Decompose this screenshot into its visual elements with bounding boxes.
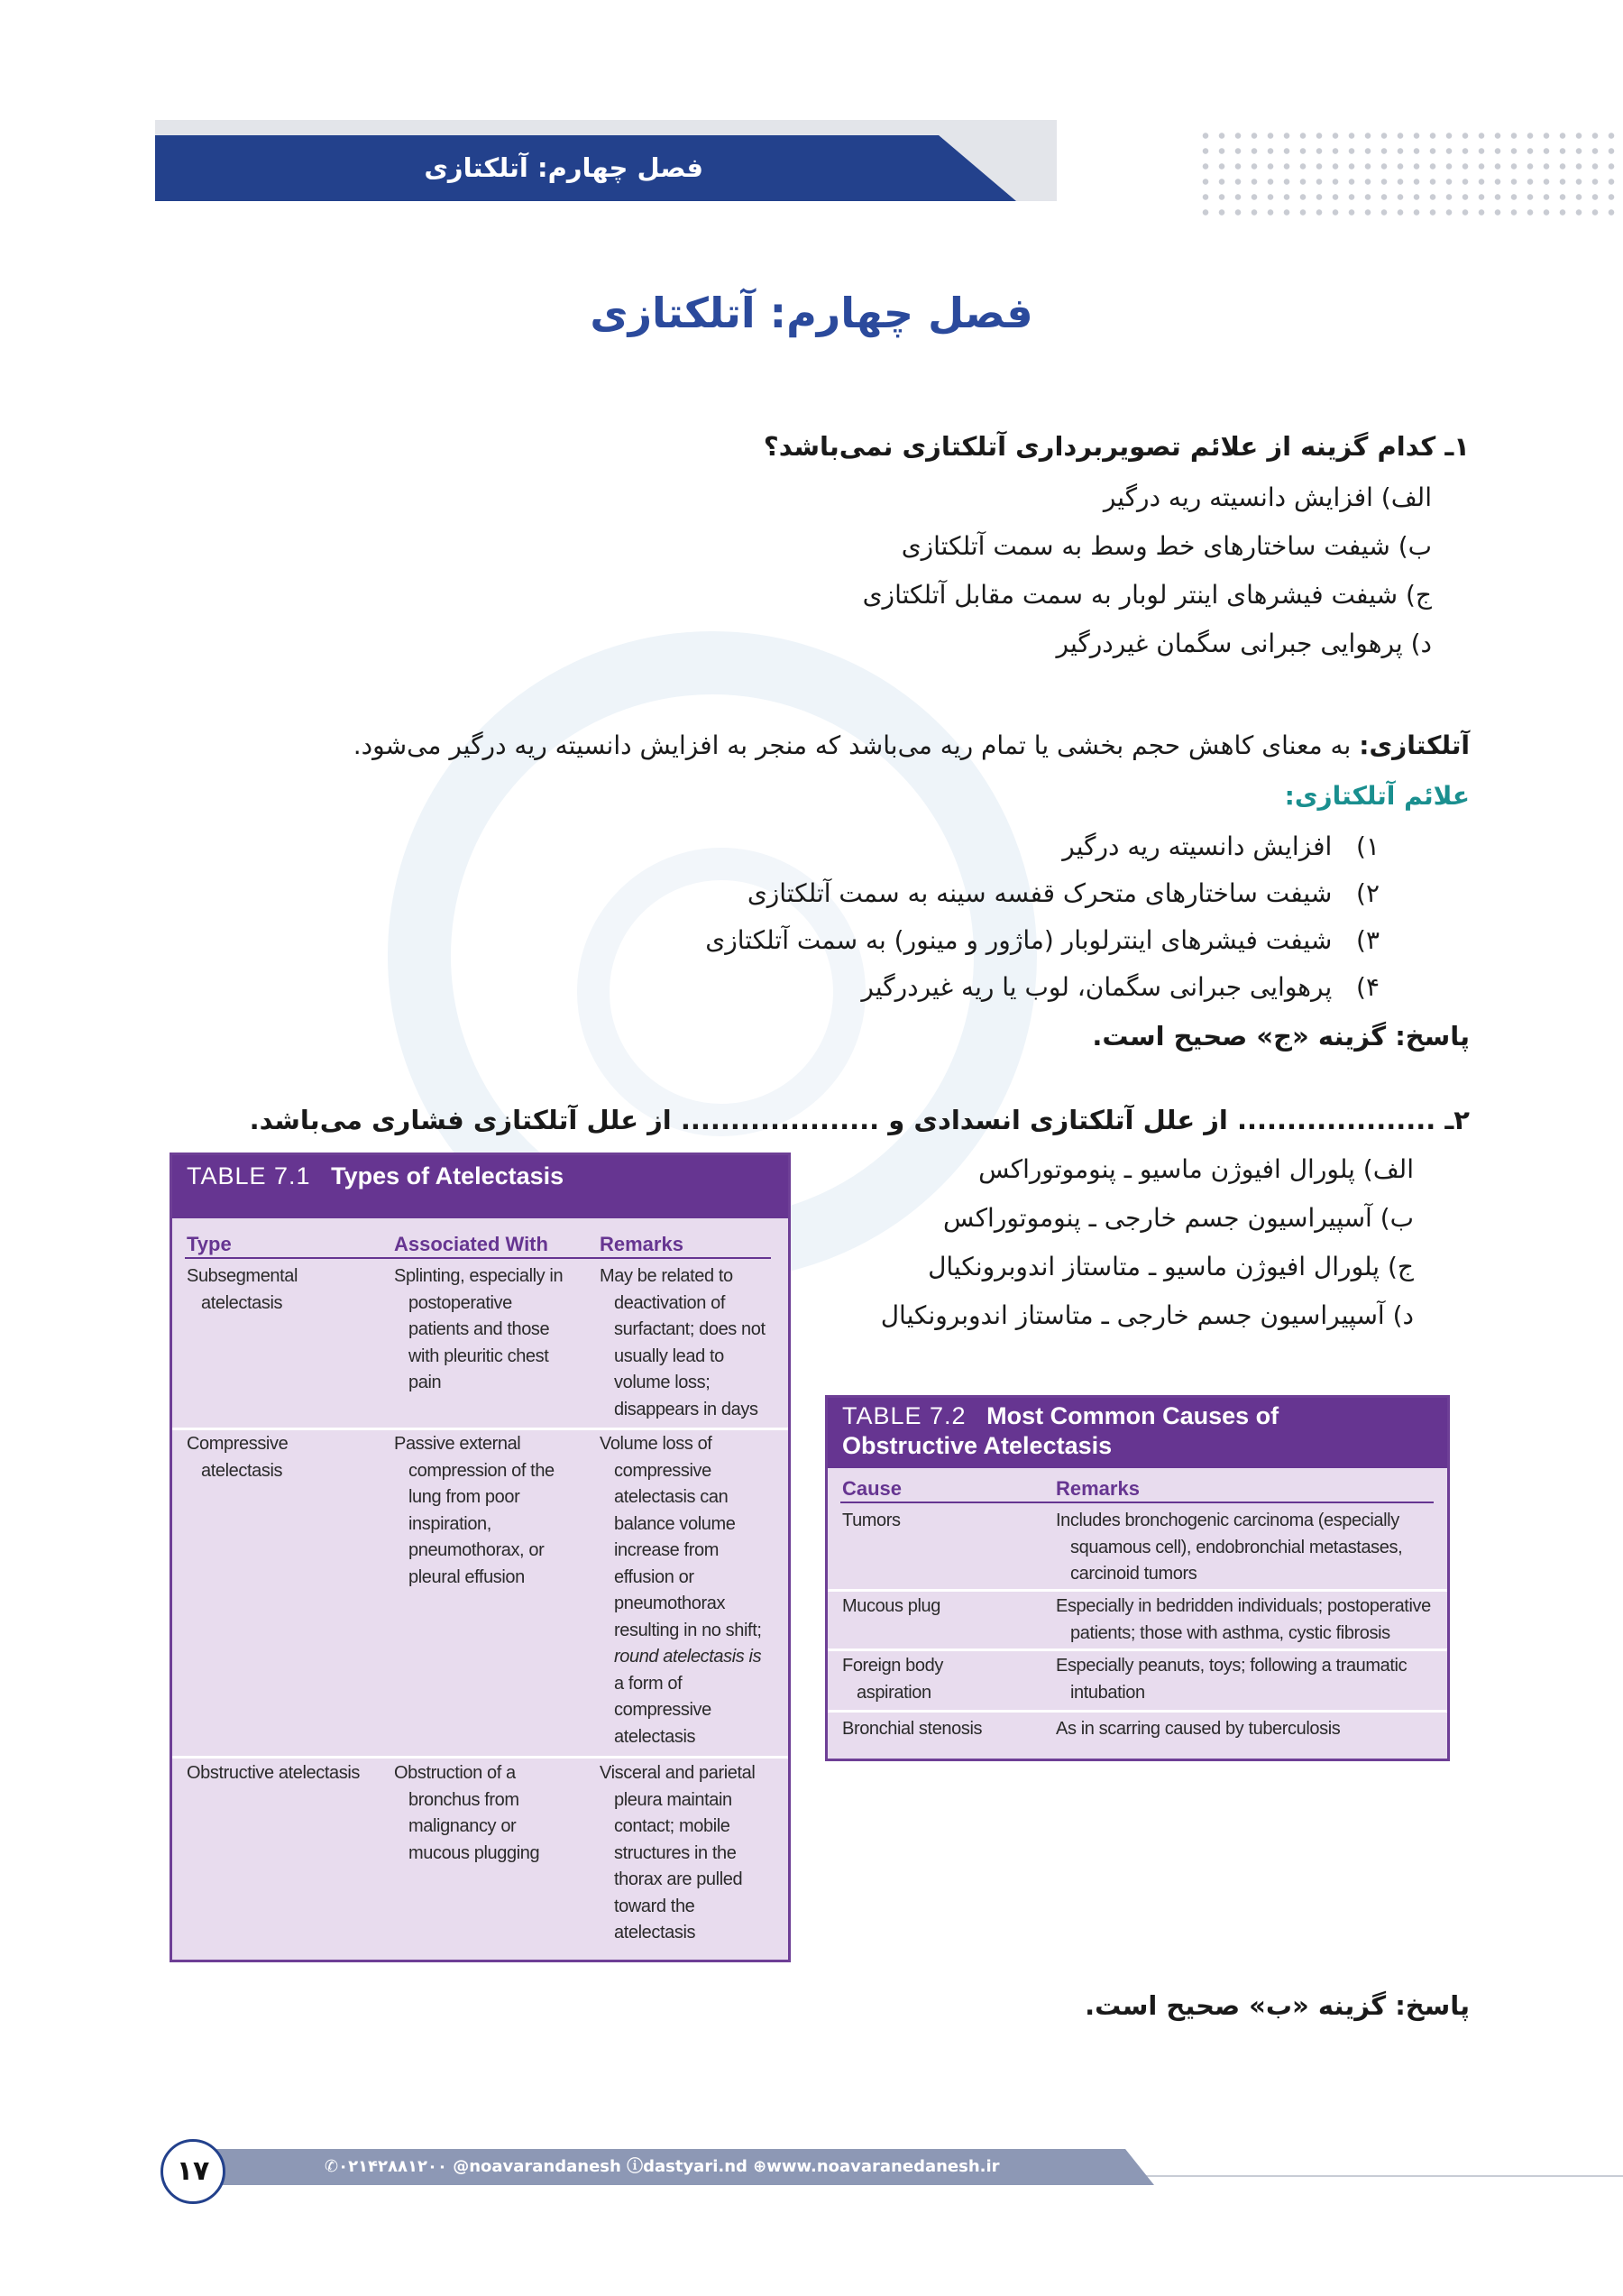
- sign-number: ۳): [1356, 925, 1380, 955]
- cell-line: structures in the: [614, 1842, 737, 1863]
- cell-line: effusion or: [614, 1566, 694, 1587]
- cell-line: Especially in bedridden individuals; postoperative: [1056, 1596, 1431, 1616]
- cell-line: lung from poor: [408, 1487, 520, 1507]
- cell-line: compressive: [614, 1460, 711, 1481]
- sign-item-1: [1062, 831, 1380, 861]
- q2-option-a: الف) پلورال افیوژن ماسیو ـ پنوموتوراکس: [978, 1154, 1414, 1184]
- cell-line: a form of: [614, 1673, 683, 1694]
- cell-line: postoperative: [408, 1292, 512, 1313]
- table-row-foreign-body-cause: [842, 1653, 1050, 1706]
- sign-text: شیفت فیشرهای اینترلوبار (ماژور و مینور) به سمت آتلکتازی: [705, 925, 1333, 955]
- table-7-1: [170, 1153, 791, 1962]
- table-row-1-remarks: [600, 1263, 780, 1423]
- cell-line: Compressive: [187, 1434, 289, 1454]
- q1-option-b: ب) شیفت ساختارهای خط وسط به سمت آتلکتازی: [901, 531, 1432, 561]
- cell-line: As in scarring caused by tuberculosis: [1056, 1719, 1341, 1739]
- sign-text: افزایش دانسیته ریه درگیر: [1062, 831, 1333, 861]
- cell-line: contact; mobile: [614, 1816, 730, 1836]
- cell-line: atelectasis: [201, 1460, 283, 1481]
- cell-line: Passive external: [394, 1434, 521, 1454]
- sign-text: پرهوایی جبرانی سگمان، لوب یا ریه غیردرگیر: [861, 972, 1333, 1002]
- q2-option-d: د) آسپیراسیون جسم خارجی ـ متاستاز اندوبرونکیال: [880, 1300, 1414, 1330]
- column-header-type: Type: [187, 1233, 232, 1255]
- table-row-3-type: [187, 1760, 390, 1787]
- cell-line: deactivation of: [614, 1292, 725, 1313]
- page-title: فصل چهارم: آتلکتازی: [590, 289, 1033, 337]
- cell-line: aspiration: [857, 1682, 931, 1703]
- header-rule: [840, 1502, 1434, 1503]
- page-number: ۱۷: [160, 2139, 225, 2204]
- cell-line: increase from: [614, 1540, 719, 1560]
- question-1: ۱ـ کدام گزینه از علائم تصویربرداری آتلکتازی نمی‌باشد؟: [763, 431, 1470, 462]
- cell-line: Includes bronchogenic carcinoma (especially: [1056, 1511, 1399, 1530]
- sign-number: ۱): [1356, 831, 1380, 861]
- header-rule: [185, 1257, 771, 1259]
- cell-line: Obstructive atelectasis: [187, 1763, 360, 1783]
- cell-line: toward the: [614, 1896, 695, 1916]
- table-number: TABLE 7.1: [187, 1162, 311, 1189]
- cell-line: pneumothorax, or: [408, 1540, 545, 1560]
- cell-line: malignancy or: [408, 1816, 517, 1836]
- cell-line: with pleuritic chest: [408, 1345, 549, 1366]
- cell-line: Bronchial stenosis: [842, 1719, 983, 1739]
- table-row-tumors-remarks: [1056, 1508, 1439, 1588]
- definition-term: آتلکتازی:: [1359, 730, 1470, 760]
- table-title: Types of Atelectasis: [331, 1162, 564, 1189]
- table-7-1-header: [172, 1155, 788, 1218]
- cell-line: Tumors: [842, 1511, 901, 1530]
- column-header-associated: Associated With: [394, 1233, 548, 1255]
- cell-line: atelectasis: [614, 1923, 696, 1942]
- definition-text: به معنای کاهش حجم بخشی یا تمام ریه می‌باشد که منجر به افزایش دانسیته ریه درگیر می‌شود.: [353, 730, 1360, 760]
- cell-line: volume loss;: [614, 1373, 711, 1392]
- sign-item-3: [705, 925, 1380, 955]
- table-row-tumors-cause: [842, 1508, 1050, 1535]
- cell-line: May be related to: [600, 1266, 733, 1286]
- table-row-2-type: [187, 1431, 385, 1484]
- chapter-label: فصل چهارم: آتلکتازی: [424, 152, 703, 183]
- cell-line: atelectasis: [201, 1292, 283, 1313]
- table-row-3-remarks: [600, 1760, 780, 1947]
- cell-line: atelectasis can: [614, 1487, 729, 1507]
- q1-option-c: ج) شیفت فیشرهای اینتر لوبار به سمت مقابل آتلکتازی: [862, 580, 1432, 610]
- q2-option-c: ج) پلورال افیوژن ماسیو ـ متاستاز اندوبرونکیال: [928, 1252, 1414, 1281]
- column-header-remarks: Remarks: [600, 1233, 683, 1255]
- row-separator: [828, 1710, 1447, 1713]
- row-separator: [172, 1756, 788, 1759]
- q2-option-b: ب) آسپیراسیون جسم خارجی ـ پنوموتوراکس: [943, 1203, 1414, 1233]
- cell-line: round atelectasis is: [614, 1647, 762, 1667]
- table-row-mucous-cause: [842, 1593, 1050, 1621]
- cell-line: pleural effusion: [408, 1566, 525, 1587]
- cell-line: carcinoid tumors: [1070, 1564, 1197, 1584]
- signs-heading: علائم آتلکتازی:: [1284, 781, 1470, 811]
- table-row-2-remarks: [600, 1431, 780, 1750]
- cell-line: Visceral and parietal: [600, 1763, 756, 1783]
- cell-line: inspiration,: [408, 1513, 491, 1534]
- cell-line: thorax are pulled: [614, 1869, 743, 1889]
- cell-line: Mucous plug: [842, 1596, 940, 1616]
- cell-line: compressive: [614, 1700, 711, 1720]
- cell-line: Especially peanuts, toys; following a traumatic: [1056, 1656, 1408, 1676]
- table-7-2: [825, 1395, 1450, 1761]
- cell-line: pain: [408, 1373, 442, 1392]
- cell-line: squamous cell), endobronchial metastases,: [1070, 1537, 1403, 1557]
- cell-line: intubation: [1070, 1682, 1145, 1703]
- q1-option-a: الف) افزایش دانسیته ریه درگیر: [1103, 482, 1432, 512]
- cell-line: disappears in days: [614, 1399, 758, 1419]
- definition-paragraph: [353, 730, 1470, 760]
- cell-line: atelectasis: [614, 1726, 696, 1747]
- cell-line: bronchus from: [408, 1789, 519, 1810]
- cell-line: pneumothorax: [614, 1593, 726, 1613]
- table-row-foreign-body-remarks: [1056, 1653, 1439, 1706]
- row-separator: [828, 1649, 1447, 1651]
- dot-pattern-decoration: [1197, 128, 1619, 218]
- sign-item-2: [747, 878, 1380, 908]
- column-header-cause: Cause: [842, 1477, 903, 1500]
- cell-line: Splinting, especially in: [394, 1266, 564, 1286]
- answer-2: پاسخ: گزینه «ب» صحیح است.: [1085, 1990, 1470, 2021]
- cell-line: usually lead to: [614, 1345, 724, 1366]
- table-row-2-assoc: [394, 1431, 592, 1591]
- q1-option-d: د) پرهوایی جبرانی سگمان غیردرگیر: [1056, 629, 1432, 658]
- table-number: TABLE 7.2: [842, 1402, 967, 1429]
- table-row-1-type: [187, 1263, 385, 1317]
- cell-line: Foreign body: [842, 1656, 943, 1676]
- cell-line: compression of the: [408, 1460, 555, 1481]
- question-2: ۲ـ .................... از علل آتلکتازی انسدادی و .................... از علل آتلکتازی فشاری می‌باشد.: [249, 1105, 1470, 1135]
- cell-line: surfactant; does not: [614, 1319, 766, 1339]
- table-row-mucous-remarks: [1056, 1593, 1444, 1647]
- sign-number: ۴): [1356, 972, 1380, 1002]
- row-separator: [172, 1428, 788, 1430]
- sign-number: ۲): [1356, 878, 1380, 908]
- table-title-line-1: Most Common Causes of: [986, 1402, 1279, 1429]
- cell-line: Volume loss of: [600, 1434, 712, 1454]
- footer-contact: ✆۰۲۱۴۲۸۸۱۲۰۰ @noavarandanesh ⓘdastyari.nd ⊕www.noavaranedanesh.ir: [325, 2157, 1000, 2176]
- cell-line: Obstruction of a: [394, 1763, 516, 1783]
- cell-line: mucous plugging: [408, 1842, 540, 1863]
- table-7-2-header: [828, 1398, 1447, 1468]
- cell-line: pleura maintain: [614, 1789, 732, 1810]
- table-row-1-assoc: [394, 1263, 592, 1397]
- cell-line: resulting in no shift;: [614, 1620, 762, 1640]
- table-row-stenosis-cause: [842, 1716, 1050, 1743]
- sign-item-4: [861, 972, 1380, 1002]
- table-row-stenosis-remarks: [1056, 1716, 1439, 1743]
- table-title-line-2: Obstructive Atelectasis: [842, 1432, 1113, 1459]
- cell-line: patients; those with asthma, cystic fibrosis: [1070, 1622, 1390, 1643]
- sign-text: شیفت ساختارهای متحرک قفسه سینه به سمت آتلکتازی: [747, 878, 1333, 908]
- cell-line: patients and those: [408, 1319, 550, 1339]
- answer-1: پاسخ: گزینه «ج» صحیح است.: [1092, 1021, 1470, 1052]
- column-header-remarks: Remarks: [1056, 1477, 1140, 1500]
- row-separator: [828, 1589, 1447, 1592]
- cell-line: balance volume: [614, 1513, 736, 1534]
- cell-line: Subsegmental: [187, 1266, 298, 1286]
- table-row-3-assoc: [394, 1760, 592, 1867]
